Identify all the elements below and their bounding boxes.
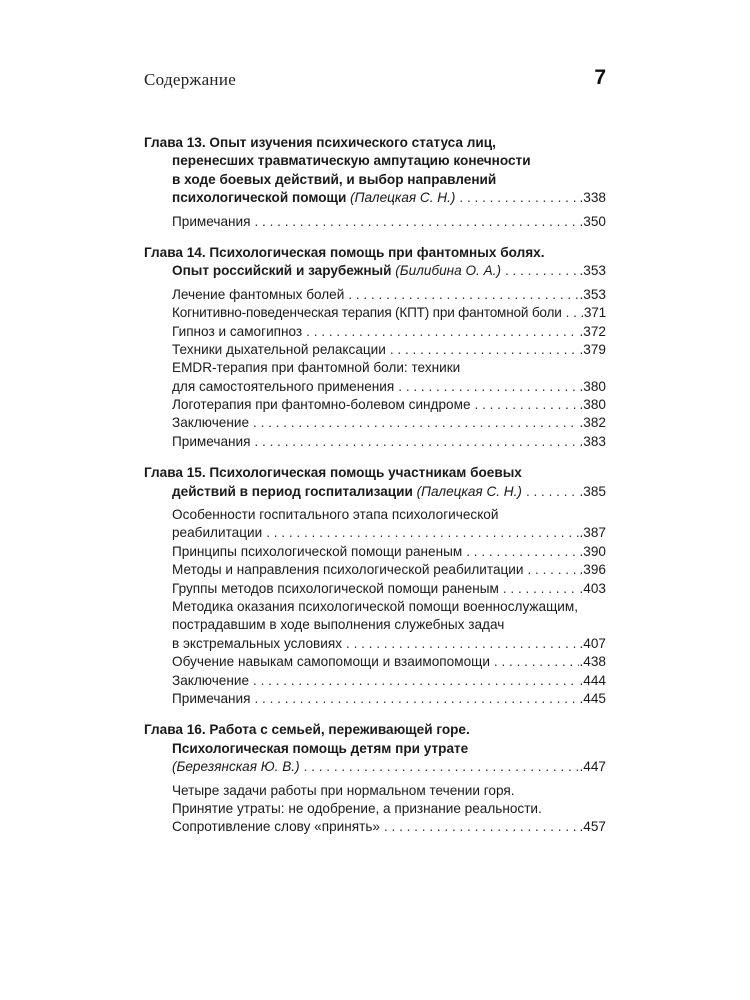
toc-section-title: для самостоятельного применения	[172, 378, 395, 394]
chapter-title-last-line	[144, 483, 606, 501]
toc-chapter-13	[144, 134, 606, 231]
dot-leader	[249, 672, 579, 690]
toc-chapter-16	[144, 721, 606, 836]
toc-page-number: .353	[579, 263, 606, 279]
toc-section-title: Обучение навыкам самопомощи и взаимопомощи	[172, 654, 490, 670]
dot-leader	[522, 483, 579, 501]
toc-page-number: .447	[579, 759, 606, 775]
chapter-author: (Палецкая С. Н.)	[350, 190, 456, 206]
dot-leader	[262, 524, 578, 542]
toc-page-number: .407	[579, 635, 606, 651]
chapter-title-line: психологической помощи	[172, 190, 347, 206]
chapter-title-line: в ходе боевых действий, и выбор направлений	[172, 171, 497, 187]
toc-section-title: реабилитации	[172, 525, 263, 541]
dot-leader	[499, 580, 579, 598]
toc-page-number: .380	[579, 378, 606, 394]
toc-page-number: .383	[579, 433, 606, 449]
toc-page-number: .390	[579, 543, 606, 559]
chapter-title-line: Глава 14. Психологическая помощь при фантомных болях.	[144, 244, 545, 260]
toc-section-entry	[144, 323, 606, 341]
toc-chapter-14	[144, 244, 606, 451]
toc-section-entry	[144, 818, 606, 836]
toc-page-number: .457	[579, 819, 606, 835]
dot-leader	[471, 396, 579, 414]
chapter-author: (Палецкая С. Н.)	[416, 483, 522, 499]
toc-page-number: .338	[579, 190, 606, 206]
toc-section-line: Принятие утраты: не одобрение, а признание реальности.	[172, 800, 542, 816]
chapter-title-line: Глава 16. Работа с семьей, переживающей горе.	[144, 722, 470, 738]
toc-section-entry	[144, 414, 606, 432]
page-number: 7	[594, 66, 606, 89]
dot-leader	[462, 543, 578, 561]
chapter-title-line: Психологическая помощь детям при утрате	[172, 740, 469, 756]
dot-leader	[344, 286, 578, 304]
toc-section-entry	[144, 433, 606, 451]
chapter-title-last-line	[144, 758, 606, 776]
toc-section-title: в экстремальных условиях	[172, 635, 343, 651]
toc-section-entry	[144, 580, 606, 598]
toc-page-number: .372	[579, 323, 606, 339]
toc-page-number: .444	[579, 672, 606, 688]
chapter-author: (Билибина О. А.)	[395, 263, 501, 279]
dot-leader	[523, 561, 578, 579]
toc-section-entry	[144, 524, 606, 542]
dot-leader	[490, 653, 579, 671]
toc-section-title: Заключение	[172, 415, 250, 431]
toc-section-title: Заключение	[172, 672, 250, 688]
toc-page-number: .353	[579, 286, 606, 302]
toc-page-number: .380	[579, 397, 606, 413]
toc-page-number: .371	[580, 305, 606, 321]
toc-page-number: .379	[579, 341, 606, 357]
toc-section-line: Методика оказания психологической помощи военнослужащим,	[172, 598, 578, 614]
toc-page-number: .396	[579, 562, 606, 578]
toc-page-number: .385	[579, 483, 606, 499]
toc-section-title: Лечение фантомных болей	[172, 286, 345, 302]
chapter-title-line: Глава 13. Опыт изучения психического статуса лиц,	[144, 135, 496, 150]
toc-section-entry	[144, 690, 606, 708]
chapter-title-line: Опыт российский и зарубежный	[172, 263, 392, 279]
toc-section-line: пострадавшим в ходе выполнения служебных задач	[172, 617, 505, 633]
dot-leader	[380, 818, 579, 836]
toc-page-number: .350	[579, 213, 606, 229]
toc-section-entry	[144, 635, 606, 653]
toc-section-title: Техники дыхательной релаксации	[172, 341, 386, 357]
dot-leader	[394, 378, 578, 396]
toc-section-title: Примечания	[172, 433, 251, 449]
toc-page-number: .382	[579, 415, 606, 431]
toc-section-entry	[144, 653, 606, 671]
toc-section-entry	[144, 378, 606, 396]
toc-section-entry	[144, 286, 606, 304]
dot-leader	[562, 304, 580, 322]
toc-page-number: .403	[579, 580, 606, 596]
toc-section-title: Методы и направления психологической реабилитации	[172, 562, 524, 578]
toc-section-title: Примечания	[172, 213, 251, 229]
toc-section-entry	[144, 341, 606, 359]
dot-leader	[501, 262, 579, 280]
toc-section-title: Логотерапия при фантомно-болевом синдроме	[172, 397, 471, 413]
toc-section-entry	[144, 672, 606, 690]
chapter-author: (Березянская Ю. В.)	[172, 759, 300, 775]
chapter-title-line: Глава 15. Психологическая помощь участникам боевых	[144, 465, 522, 481]
toc-section-title: Гипноз и самогипноз	[172, 323, 303, 339]
table-of-contents	[144, 134, 606, 837]
dot-leader	[300, 758, 579, 776]
toc-section-entry	[144, 304, 606, 322]
toc-section-title: Примечания	[172, 690, 251, 706]
running-header	[144, 66, 606, 98]
dot-leader	[250, 433, 578, 451]
dot-leader	[302, 323, 578, 341]
chapter-title-last-line	[144, 189, 606, 207]
toc-section-line: Четыре задачи работы при нормальном течении горя.	[172, 782, 515, 798]
toc-section-line: EMDR-терапия при фантомной боли: техники	[172, 360, 461, 376]
toc-section-entry	[144, 543, 606, 561]
dot-leader	[386, 341, 579, 359]
toc-section-title: Принципы психологической помощи раненым	[172, 543, 463, 559]
toc-chapter-15	[144, 464, 606, 708]
chapter-title-line: действий в период госпитализации	[172, 483, 413, 499]
toc-section-entry	[144, 561, 606, 579]
chapter-title-last-line	[144, 262, 606, 280]
toc-page-number: .445	[579, 690, 606, 706]
toc-page-number: .387	[579, 525, 606, 541]
toc-section-entry	[144, 213, 606, 231]
toc-section-title: Сопротивление слову «принять»	[172, 819, 380, 835]
dot-leader	[250, 213, 578, 231]
toc-section-entry	[144, 396, 606, 414]
toc-section-title: Когнитивно-поведенческая терапия (КПТ) при фантомной боли	[172, 305, 562, 321]
toc-section-line: Особенности госпитального этапа психологической	[172, 507, 499, 523]
dot-leader	[250, 690, 578, 708]
toc-page-number: .438	[579, 654, 606, 670]
running-header-title: Содержание	[144, 70, 237, 89]
dot-leader	[455, 189, 578, 207]
toc-section-title: Группы методов психологической помощи раненым	[172, 580, 499, 596]
chapter-title-line: перенесших травматическую ампутацию конечности	[172, 153, 531, 169]
dot-leader	[342, 635, 579, 653]
dot-leader	[249, 414, 579, 432]
